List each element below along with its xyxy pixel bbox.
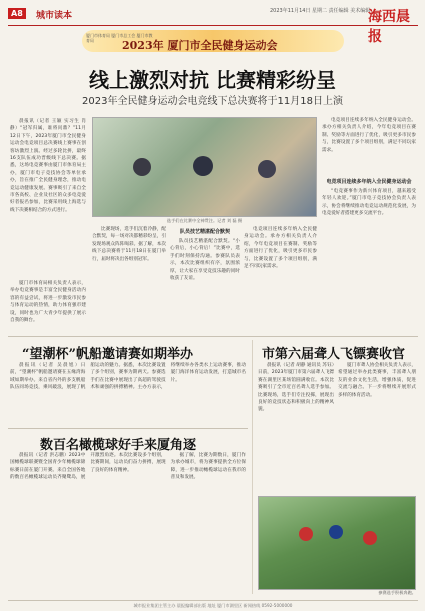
banner-sponsors: 厦门市体育局 厦门市总工会 厦门市教育局: [86, 33, 153, 43]
article3-body: 晨报讯（记者 胡静 通讯员 苏钰）日前，2023年厦门市第六届聋人飞镖赛在湖里区某场馆圆满收官。本次比赛吸引了全市近百名聋人选手参加。比赛现场，选手们专注投掷，展现出良好的竞技状态和积极向上的精神风貌。: [258, 363, 335, 413]
main-column-4: 电竞项目连续多年纳入全民健身运动会。承办方相关负责人介绍，今年电竞项目在赛制、奖励等方面进行了优化，吸引更多市民参与，比赛设置了多个项目组别，满足不同玩家需求。: [244, 227, 317, 270]
subhead-esports: 电竞项目连续多年纳入全民健身运动会: [326, 179, 412, 185]
divider: [8, 336, 418, 337]
player-figure: [258, 160, 276, 178]
player-figure: [193, 156, 213, 176]
main-subheadline: 2023年全民健身运动会电竞线下总决赛将于11月18日上演: [82, 96, 343, 107]
main-headline: 线上激烈对抗 比赛精彩纷呈: [89, 68, 336, 92]
section-name: 城市读本: [36, 11, 73, 21]
article4-title: 数百名橄榄球好手来厦角逐: [40, 438, 197, 453]
newspaper-logo: 海西晨报: [368, 9, 410, 45]
player-figure: [363, 531, 377, 545]
player-figure: [133, 158, 151, 176]
banner-title: 2023年 厦门市全民健身运动会: [122, 39, 278, 52]
article3-title: 市第六届聋人飞镖赛收官: [262, 347, 406, 362]
event-banner: [82, 30, 344, 52]
main-column-5: 电竞项目连续多年纳入全民健身运动会。承办方相关负责人介绍，今年电竞项目在赛制、奖励等方面进行了优化，吸引更多市民参与，比赛设置了多个项目组别，满足不同玩家需求。: [322, 118, 416, 153]
rugby-photo: [258, 496, 416, 590]
main-column-3: 队员技艺精湛配合默契。“小心背后，小心背后！”比赛中，选手们时刻保持沟通。参赛队员表示，本次比赛组织有序，氛围浓厚，让大家在享受竞技乐趣的同时收获了友谊。: [170, 239, 240, 282]
main-photo-caption: 选手们在比赛中全神贯注。记者 刘 磊 摄: [166, 218, 243, 223]
player-figure: [329, 525, 343, 539]
main-column-6: “电竞赛事作为新兴体育项目，越来越受年轻人欢迎。”厦门市电子竞技协会负责人表示，协会将继续推动电竞运动规范化发展，为电竞爱好者搭建更多交流平台。: [322, 189, 416, 217]
column-divider: [252, 340, 253, 594]
main-column-1: 晨报讯（记者 王颖 实习生 肖静）“冠军归属，谁将问鼎？”11月12日下午，2023年厦门市全民健身运动会电竞项目总决赛线上赛事在创客坊激烈上演。经过多轮比拼，最终16支队伍成功晋级线下总决赛。据悉，这场电竞赛事由厦门市体育局主办，厦门市电子竞技协会等单位承办，旨在推广全民健身理念，推动电竞运动健康发展。赛事吸引了来自全市各高校、企业及社区的众多电竞爱好者报名参加，比赛采用线上海选与线下决赛相结合的方式进行。: [10, 119, 86, 213]
article4-body: 晨报讯（记者 洪志鹏）2023中国橄榄球联赛暨全国青少年橄榄球锦标赛日前在厦门开赛。来自全国各地的数百名橄榄球运动员齐聚鹭岛，展开激烈角逐。本次比赛设多个组别，比赛期间，运动员们奋力拼搏，展现了良好的体育精神。 据了解，比赛为期数日，厦门作为承办城市，将为赛事提供全方位保障，进一步推动橄榄球运动在我市的普及和发展。: [10, 453, 246, 481]
article3-body-2: 厦门市聋人协会相关负责人表示，希望通过举办此类赛事，丰富聋人朋友的业余文化生活，增强体质，促进交流与融合。下一步将继续开展形式多样的体育活动。: [338, 363, 416, 398]
player-figure: [299, 527, 313, 541]
issue-date: 2023年11月14日 星期二 责任编辑 美术编辑: [270, 8, 371, 14]
page-footer: 城市报业集团主管主办 晨报编辑部出版 地址 厦门市湖里区 新闻热线 0592-5000000: [8, 600, 418, 609]
main-column-2: 比赛现场，选手们沉着冷静，配合默契，每一场对决都精彩纷呈，引发现场观众阵阵喝彩。据了解，本次线下总决赛将于11月18日在厦门举行，届时将决出各组别冠军。: [92, 227, 166, 262]
main-column-1b: 厦门市体育局相关负责人表示，举办电竞赛事是丰富全民健身活动内容的有益尝试，将进一步激发市民参与体育运动的热情，助力体育强市建设，同时也为广大青少年提供了展示自我的舞台。: [10, 281, 86, 324]
rugby-photo-caption: 参赛选手积极奔跑。: [378, 590, 416, 595]
article2-title: “望潮杯”帆船邀请赛如期举办: [22, 347, 193, 362]
page-number: A8: [8, 8, 26, 19]
main-photo: [92, 117, 317, 217]
article2-body: 晨报讯（记者 吴晨旭）日前，“望潮杯”帆船邀请赛在五缘湾海域如期举办。来自省内外的多支帆船队伍同场竞技，乘风破浪，展现了帆船运动的魅力。据悉，本次比赛设置了多个组别，赛事为期两天。参赛选手们在比赛中展现出了高超的驾驶技术和顽强的拼搏精神。主办方表示，将继续举办各类水上运动赛事，推动厦门海洋体育运动发展，打造城市名片。: [10, 363, 246, 391]
subhead-teamwork: 队员技艺精湛配合默契: [179, 229, 230, 235]
divider: [8, 428, 248, 429]
